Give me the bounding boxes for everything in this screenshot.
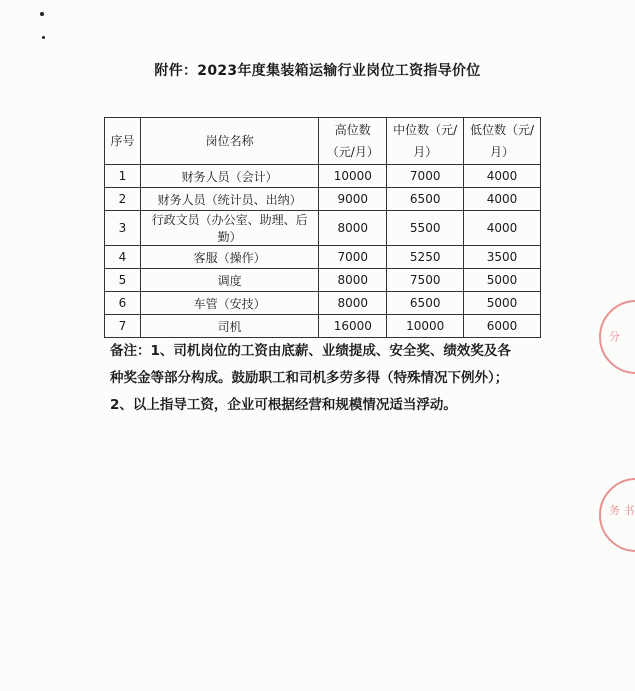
header-no: 序号	[105, 118, 141, 165]
cell-position: 司机	[140, 315, 318, 338]
cell-mid: 10000	[387, 315, 464, 338]
cell-no: 4	[105, 246, 141, 269]
cell-position: 调度	[140, 269, 318, 292]
cell-position: 车管（安技）	[140, 292, 318, 315]
table-row	[105, 315, 541, 338]
table-row	[105, 292, 541, 315]
cell-position: 财务人员（统计员、出纳）	[140, 188, 318, 211]
cell-low: 4000	[464, 211, 541, 246]
cell-high: 16000	[319, 315, 387, 338]
header-position: 岗位名称	[140, 118, 318, 165]
header-mid	[387, 118, 464, 165]
cell-mid: 5500	[387, 211, 464, 246]
header-mid-line2: 月）	[413, 145, 438, 159]
cell-position: 客服（操作）	[140, 246, 318, 269]
cell-mid: 5250	[387, 246, 464, 269]
note-line-2: 种奖金等部分构成。鼓励职工和司机多劳多得（特殊情况下例外）；	[110, 370, 509, 386]
cell-position: 行政文员（办公室、助理、后勤）	[140, 211, 318, 246]
cell-no: 2	[105, 188, 141, 211]
table-row	[105, 188, 541, 211]
table-row	[105, 211, 541, 246]
cell-position: 财务人员（会计）	[140, 165, 318, 188]
header-high-line1: 高位数	[334, 123, 371, 137]
table-header-row	[105, 118, 541, 165]
table-row	[105, 269, 541, 292]
scan-speck	[40, 12, 44, 16]
note-line-1: 备注：1、司机岗位的工资由底薪、业绩提成、安全奖、绩效奖及各	[110, 343, 511, 359]
cell-low: 4000	[464, 188, 541, 211]
cell-no: 3	[105, 211, 141, 246]
header-high-line2: （元/月）	[326, 145, 379, 159]
red-seal-upper	[599, 300, 635, 374]
cell-no: 5	[105, 269, 141, 292]
cell-high: 9000	[319, 188, 387, 211]
red-seal-lower	[599, 478, 635, 552]
header-high	[319, 118, 387, 165]
cell-mid: 7000	[387, 165, 464, 188]
document-title: 附件：2023年度集装箱运输行业岗位工资指导价位	[154, 63, 481, 79]
cell-no: 7	[105, 315, 141, 338]
cell-mid: 6500	[387, 292, 464, 315]
cell-high: 8000	[319, 292, 387, 315]
cell-high: 8000	[319, 269, 387, 292]
cell-low: 5000	[464, 269, 541, 292]
cell-low: 5000	[464, 292, 541, 315]
note-line-3: 2、以上指导工资，企业可根据经营和规模情况适当浮动。	[110, 397, 457, 413]
salary-table	[104, 117, 541, 338]
cell-low: 3500	[464, 246, 541, 269]
cell-low: 6000	[464, 315, 541, 338]
header-low-line1: 低位数（元/	[470, 123, 535, 137]
scan-speck	[42, 36, 45, 39]
cell-high: 10000	[319, 165, 387, 188]
seal-upper-text: 分	[609, 330, 620, 343]
cell-high: 8000	[319, 211, 387, 246]
cell-no: 1	[105, 165, 141, 188]
cell-mid: 6500	[387, 188, 464, 211]
header-low-line2: 月）	[490, 145, 515, 159]
seal-lower-text: 务 书	[609, 504, 635, 517]
table-row	[105, 165, 541, 188]
cell-no: 6	[105, 292, 141, 315]
cell-mid: 7500	[387, 269, 464, 292]
header-mid-line1: 中位数（元/	[393, 123, 458, 137]
table-row	[105, 246, 541, 269]
cell-low: 4000	[464, 165, 541, 188]
header-low	[464, 118, 541, 165]
notes-section	[110, 338, 550, 419]
cell-high: 7000	[319, 246, 387, 269]
